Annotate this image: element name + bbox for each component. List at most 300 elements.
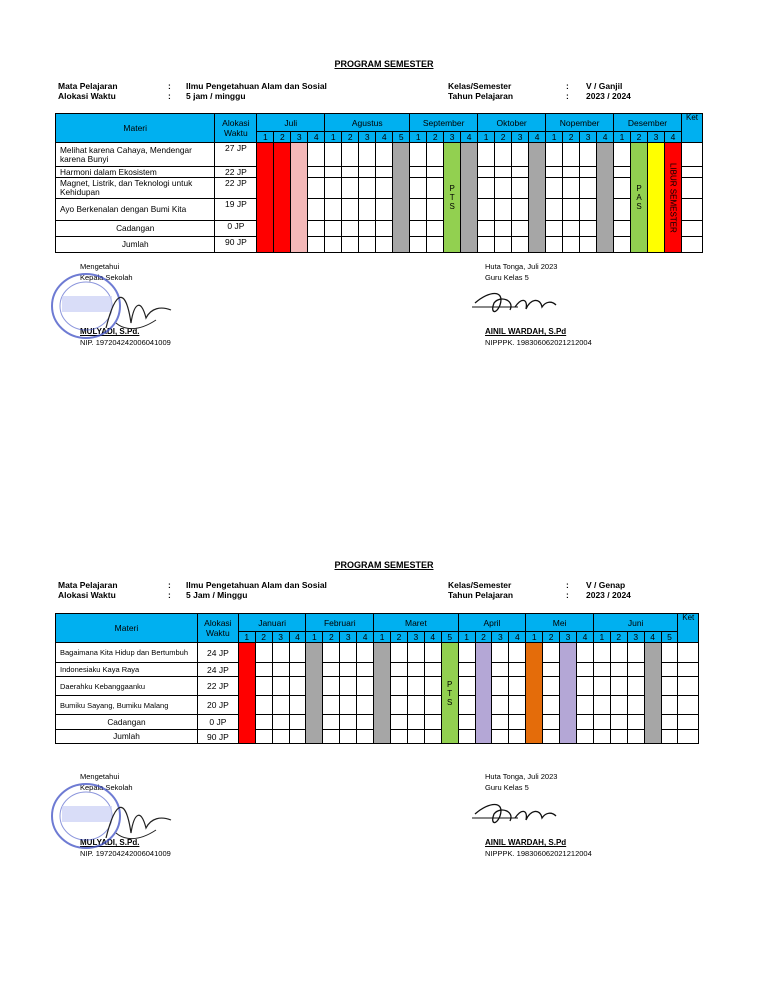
gray-column xyxy=(374,643,391,744)
week-cell xyxy=(661,643,678,663)
alokasi-value: 5 jam / minggu xyxy=(186,91,246,101)
week-cell xyxy=(580,221,597,237)
week-cell xyxy=(593,696,610,715)
week-cell xyxy=(577,730,594,744)
week-cell xyxy=(308,199,325,221)
materi-cell: Harmoni dalam Ekosistem xyxy=(56,167,215,178)
week-cell xyxy=(580,178,597,199)
colon: : xyxy=(168,580,171,590)
week-cell xyxy=(546,221,563,237)
week-header: 1 xyxy=(374,632,391,643)
materi-cell: Daerahku Kebanggaanku xyxy=(56,677,198,696)
week-cell xyxy=(543,696,560,715)
week-cell xyxy=(272,696,289,715)
week-header: 2 xyxy=(342,132,359,143)
week-header: 2 xyxy=(274,132,291,143)
week-cell xyxy=(577,663,594,677)
jp-cell: 22 JP xyxy=(197,677,238,696)
week-cell xyxy=(308,143,325,167)
week-cell xyxy=(323,663,340,677)
info-colons-right xyxy=(566,81,569,101)
week-header: 1 xyxy=(593,632,610,643)
week-cell xyxy=(308,221,325,237)
week-cell xyxy=(427,199,444,221)
week-header: 3 xyxy=(512,132,529,143)
week-cell xyxy=(376,221,393,237)
week-header: 4 xyxy=(644,632,661,643)
week-cell xyxy=(509,696,526,715)
document-title: PROGRAM SEMESTER xyxy=(334,59,434,69)
jp-cell: 27 JP xyxy=(215,143,257,167)
week-cell xyxy=(359,237,376,253)
sig-line: Kepala Sekolah xyxy=(80,273,133,282)
gray-column xyxy=(597,143,614,253)
week-cell xyxy=(546,178,563,199)
pts-column xyxy=(441,643,458,744)
month-header: Mei xyxy=(526,614,594,632)
week-header: 2 xyxy=(255,632,272,643)
kelas-value: V / Genap xyxy=(586,580,626,590)
week-cell xyxy=(543,715,560,730)
jp-cell: 20 JP xyxy=(197,696,238,715)
week-header: 1 xyxy=(458,632,475,643)
week-cell xyxy=(325,167,342,178)
holiday-red-column xyxy=(274,143,291,253)
week-header: 4 xyxy=(424,632,441,643)
week-cell xyxy=(610,663,627,677)
pas-column xyxy=(631,143,648,253)
week-cell xyxy=(458,715,475,730)
lavender-column xyxy=(475,643,492,744)
red-column xyxy=(238,643,255,744)
materi-cell: Melihat karena Cahaya, Mendengar karena Bunyi xyxy=(56,143,215,167)
week-cell xyxy=(410,178,427,199)
sig-line: Guru Kelas 5 xyxy=(485,783,529,792)
week-cell xyxy=(424,696,441,715)
jp-cell: 24 JP xyxy=(197,663,238,677)
week-cell xyxy=(289,730,306,744)
teacher-signature-icon xyxy=(470,285,560,325)
ket-cell xyxy=(678,643,699,663)
month-header: Agustus xyxy=(325,114,410,132)
week-cell xyxy=(308,237,325,253)
week-header: 5 xyxy=(393,132,410,143)
week-cell xyxy=(580,237,597,253)
week-cell xyxy=(391,715,408,730)
week-header: 4 xyxy=(597,132,614,143)
month-header: Januari xyxy=(238,614,306,632)
gray-column xyxy=(644,643,661,744)
teacher-nip: NIPPPK. 198306062021212004 xyxy=(485,849,592,858)
week-cell xyxy=(580,167,597,178)
mapel-label: Mata Pelajaran xyxy=(58,81,118,91)
week-cell xyxy=(458,730,475,744)
tahun-label: Tahun Pelajaran xyxy=(448,91,514,101)
week-cell xyxy=(340,730,357,744)
week-cell xyxy=(272,677,289,696)
week-cell xyxy=(325,221,342,237)
week-cell xyxy=(376,237,393,253)
week-cell xyxy=(410,167,427,178)
kelas-value: V / Ganjil xyxy=(586,81,623,91)
week-cell xyxy=(661,730,678,744)
week-cell xyxy=(546,143,563,167)
alokasi-header: Alokasi Waktu xyxy=(197,614,238,643)
week-cell xyxy=(478,178,495,199)
week-cell xyxy=(495,178,512,199)
week-cell xyxy=(610,715,627,730)
week-cell xyxy=(272,715,289,730)
week-cell xyxy=(340,696,357,715)
week-cell xyxy=(563,237,580,253)
sig-line: Huta Tonga, Juli 2023 xyxy=(485,262,558,271)
week-cell xyxy=(342,143,359,167)
week-cell xyxy=(272,643,289,663)
ket-cell xyxy=(682,237,703,253)
week-cell xyxy=(492,696,509,715)
materi-header: Materi xyxy=(56,114,215,143)
week-cell xyxy=(478,221,495,237)
info-colons-right xyxy=(566,580,569,600)
week-cell xyxy=(458,643,475,663)
week-cell xyxy=(272,663,289,677)
week-cell xyxy=(610,643,627,663)
kelas-label: Kelas/Semester xyxy=(448,580,512,590)
gray-column xyxy=(461,143,478,253)
week-cell xyxy=(543,677,560,696)
week-cell xyxy=(255,696,272,715)
week-cell xyxy=(407,730,424,744)
week-cell xyxy=(424,663,441,677)
week-cell xyxy=(427,167,444,178)
week-header: 2 xyxy=(391,632,408,643)
week-cell xyxy=(340,663,357,677)
week-cell xyxy=(255,677,272,696)
week-header: 4 xyxy=(461,132,478,143)
week-cell xyxy=(357,730,374,744)
week-cell xyxy=(661,696,678,715)
week-cell xyxy=(512,221,529,237)
pts-column-label: P T S xyxy=(449,184,455,211)
info-values-left xyxy=(186,81,327,101)
week-cell xyxy=(543,643,560,663)
week-header: 2 xyxy=(323,632,340,643)
week-cell xyxy=(424,730,441,744)
materi-cell: Indonesiaku Kaya Raya xyxy=(56,663,198,677)
week-header: 1 xyxy=(238,632,255,643)
ket-cell xyxy=(682,167,703,178)
month-header: Maret xyxy=(374,614,459,632)
week-cell xyxy=(492,730,509,744)
materi-header: Materi xyxy=(56,614,198,643)
jp-cell: 0 JP xyxy=(197,715,238,730)
week-cell xyxy=(342,178,359,199)
orange-column xyxy=(526,643,543,744)
teacher-nip: NIPPPK. 198306062021212004 xyxy=(485,338,592,347)
info-values-right xyxy=(586,81,631,101)
week-cell xyxy=(614,221,631,237)
mapel-value: Ilmu Pengetahuan Alam dan Sosial xyxy=(186,580,327,590)
week-cell xyxy=(325,178,342,199)
materi-cell: Bagaimana Kita Hidup dan Bertumbuh xyxy=(56,643,198,663)
week-header: 4 xyxy=(376,132,393,143)
week-cell xyxy=(407,715,424,730)
week-header: 4 xyxy=(289,632,306,643)
week-header: 2 xyxy=(610,632,627,643)
week-cell xyxy=(509,677,526,696)
ket-cell xyxy=(678,715,699,730)
pts-column xyxy=(444,143,461,253)
week-cell xyxy=(458,677,475,696)
week-cell xyxy=(546,167,563,178)
week-cell xyxy=(407,677,424,696)
week-cell xyxy=(323,696,340,715)
week-header: 5 xyxy=(441,632,458,643)
week-cell xyxy=(610,696,627,715)
week-cell xyxy=(492,677,509,696)
colon: : xyxy=(566,81,569,91)
colon: : xyxy=(168,91,171,101)
kelas-label: Kelas/Semester xyxy=(448,81,512,91)
ket-cell xyxy=(678,663,699,677)
week-header: 4 xyxy=(357,632,374,643)
week-cell xyxy=(359,178,376,199)
school-stamp-icon xyxy=(46,778,176,858)
week-cell xyxy=(342,221,359,237)
week-cell xyxy=(627,696,644,715)
week-cell xyxy=(492,663,509,677)
info-labels-left xyxy=(58,81,118,101)
week-cell xyxy=(593,715,610,730)
week-cell xyxy=(289,663,306,677)
materi-cell: Cadangan xyxy=(56,221,215,237)
week-header: 1 xyxy=(410,132,427,143)
holiday-red-column xyxy=(257,143,274,253)
week-header: 3 xyxy=(560,632,577,643)
headmaster-nip: NIP. 197204242006041009 xyxy=(80,338,171,347)
week-cell xyxy=(577,677,594,696)
ket-cell xyxy=(678,730,699,744)
info-values-right xyxy=(586,580,631,600)
week-header: 3 xyxy=(359,132,376,143)
week-header: 3 xyxy=(444,132,461,143)
week-cell xyxy=(359,221,376,237)
week-header: 3 xyxy=(627,632,644,643)
week-cell xyxy=(512,143,529,167)
week-header: 1 xyxy=(306,632,323,643)
week-header: 1 xyxy=(546,132,563,143)
week-cell xyxy=(627,663,644,677)
info-labels-right xyxy=(448,81,513,101)
week-header: 3 xyxy=(648,132,665,143)
week-cell xyxy=(614,199,631,221)
week-cell xyxy=(255,715,272,730)
week-cell xyxy=(580,143,597,167)
week-cell xyxy=(563,167,580,178)
week-cell xyxy=(342,237,359,253)
jp-cell: 0 JP xyxy=(215,221,257,237)
week-header: 1 xyxy=(526,632,543,643)
week-cell xyxy=(357,643,374,663)
week-cell xyxy=(325,237,342,253)
week-cell xyxy=(427,143,444,167)
week-cell xyxy=(359,199,376,221)
document-title: PROGRAM SEMESTER xyxy=(334,560,434,570)
week-cell xyxy=(424,677,441,696)
week-cell xyxy=(272,730,289,744)
week-header: 2 xyxy=(495,132,512,143)
week-cell xyxy=(509,730,526,744)
colon: : xyxy=(566,91,569,101)
ket-cell xyxy=(682,199,703,221)
ket-header: Ket xyxy=(682,114,703,143)
week-cell xyxy=(614,178,631,199)
week-cell xyxy=(255,663,272,677)
school-stamp-icon xyxy=(46,268,176,348)
info-colons-left xyxy=(168,81,171,101)
week-cell xyxy=(340,715,357,730)
week-cell xyxy=(509,663,526,677)
week-cell xyxy=(357,696,374,715)
week-cell xyxy=(546,199,563,221)
week-header: 2 xyxy=(631,132,648,143)
colon: : xyxy=(168,81,171,91)
tahun-value: 2023 / 2024 xyxy=(586,590,631,600)
alokasi-label: Alokasi Waktu xyxy=(58,91,116,101)
week-cell xyxy=(407,696,424,715)
week-cell xyxy=(424,643,441,663)
week-header: 4 xyxy=(509,632,526,643)
week-cell xyxy=(492,643,509,663)
week-header: 1 xyxy=(478,132,495,143)
week-cell xyxy=(478,199,495,221)
sig-line: Mengetahui xyxy=(80,772,120,781)
week-cell xyxy=(391,696,408,715)
month-header: Desember xyxy=(614,114,682,132)
week-cell xyxy=(478,237,495,253)
ket-cell xyxy=(678,696,699,715)
tahun-value: 2023 / 2024 xyxy=(586,91,631,101)
week-cell xyxy=(661,663,678,677)
week-cell xyxy=(512,199,529,221)
month-header: April xyxy=(458,614,526,632)
colon: : xyxy=(566,590,569,600)
month-header: Februari xyxy=(306,614,374,632)
week-cell xyxy=(543,730,560,744)
week-cell xyxy=(391,730,408,744)
week-cell xyxy=(391,677,408,696)
week-header: 3 xyxy=(580,132,597,143)
holiday-pink-column xyxy=(291,143,308,253)
colon: : xyxy=(566,580,569,590)
week-header: 3 xyxy=(407,632,424,643)
week-header: 3 xyxy=(340,632,357,643)
jp-cell: 22 JP xyxy=(215,167,257,178)
jp-cell: 90 JP xyxy=(197,730,238,744)
info-values-left xyxy=(186,580,327,600)
week-header: 3 xyxy=(492,632,509,643)
week-cell xyxy=(289,715,306,730)
lavender-column xyxy=(560,643,577,744)
week-header: 2 xyxy=(427,132,444,143)
libur-semester-column xyxy=(665,143,682,253)
week-cell xyxy=(427,221,444,237)
teacher-name: AINIL WARDAH, S.Pd xyxy=(485,327,567,336)
alokasi-value: 5 Jam / Minggu xyxy=(186,590,248,600)
week-cell xyxy=(610,677,627,696)
week-cell xyxy=(325,143,342,167)
week-cell xyxy=(580,199,597,221)
week-header: 4 xyxy=(308,132,325,143)
mapel-label: Mata Pelajaran xyxy=(58,580,118,590)
signature-teacher-name xyxy=(485,326,592,348)
ket-header: Ket xyxy=(678,614,699,643)
week-cell xyxy=(357,715,374,730)
ket-cell xyxy=(678,677,699,696)
jp-cell: 22 JP xyxy=(215,178,257,199)
week-cell xyxy=(255,730,272,744)
week-header: 1 xyxy=(325,132,342,143)
week-cell xyxy=(495,237,512,253)
week-cell xyxy=(357,677,374,696)
week-cell xyxy=(427,237,444,253)
week-cell xyxy=(323,643,340,663)
week-cell xyxy=(410,221,427,237)
week-cell xyxy=(495,221,512,237)
signature-teacher-name xyxy=(485,837,592,859)
week-cell xyxy=(577,715,594,730)
materi-cell: Magnet, Listrik, dan Teknologi untuk Kehidupan xyxy=(56,178,215,199)
week-cell xyxy=(342,199,359,221)
week-cell xyxy=(289,696,306,715)
week-cell xyxy=(495,167,512,178)
week-cell xyxy=(661,677,678,696)
ket-cell xyxy=(682,143,703,167)
week-header: 2 xyxy=(475,632,492,643)
month-header: Oktober xyxy=(478,114,546,132)
materi-cell: Jumlah xyxy=(56,237,215,253)
signature-teacher xyxy=(485,261,557,283)
week-cell xyxy=(509,643,526,663)
week-cell xyxy=(359,167,376,178)
week-cell xyxy=(323,677,340,696)
week-cell xyxy=(563,199,580,221)
materi-cell: Ayo Berkenalan dengan Bumi Kita xyxy=(56,199,215,221)
month-header: Juni xyxy=(593,614,678,632)
week-cell xyxy=(492,715,509,730)
week-header: 5 xyxy=(661,632,678,643)
week-cell xyxy=(610,730,627,744)
week-cell xyxy=(627,677,644,696)
sig-line: Kepala Sekolah xyxy=(80,783,133,792)
materi-cell: Bumiku Sayang, Bumiku Malang xyxy=(56,696,198,715)
week-cell xyxy=(376,167,393,178)
week-cell xyxy=(509,715,526,730)
teacher-name: AINIL WARDAH, S.Pd xyxy=(485,838,567,847)
week-header: 2 xyxy=(563,132,580,143)
week-cell xyxy=(323,715,340,730)
week-cell xyxy=(577,696,594,715)
week-cell xyxy=(255,643,272,663)
week-cell xyxy=(593,663,610,677)
week-cell xyxy=(340,677,357,696)
week-cell xyxy=(340,643,357,663)
week-cell xyxy=(410,199,427,221)
week-cell xyxy=(614,143,631,167)
week-cell xyxy=(512,178,529,199)
week-header: 3 xyxy=(291,132,308,143)
libur-semester-column-label: LIBUR SEMESTER xyxy=(668,162,678,233)
